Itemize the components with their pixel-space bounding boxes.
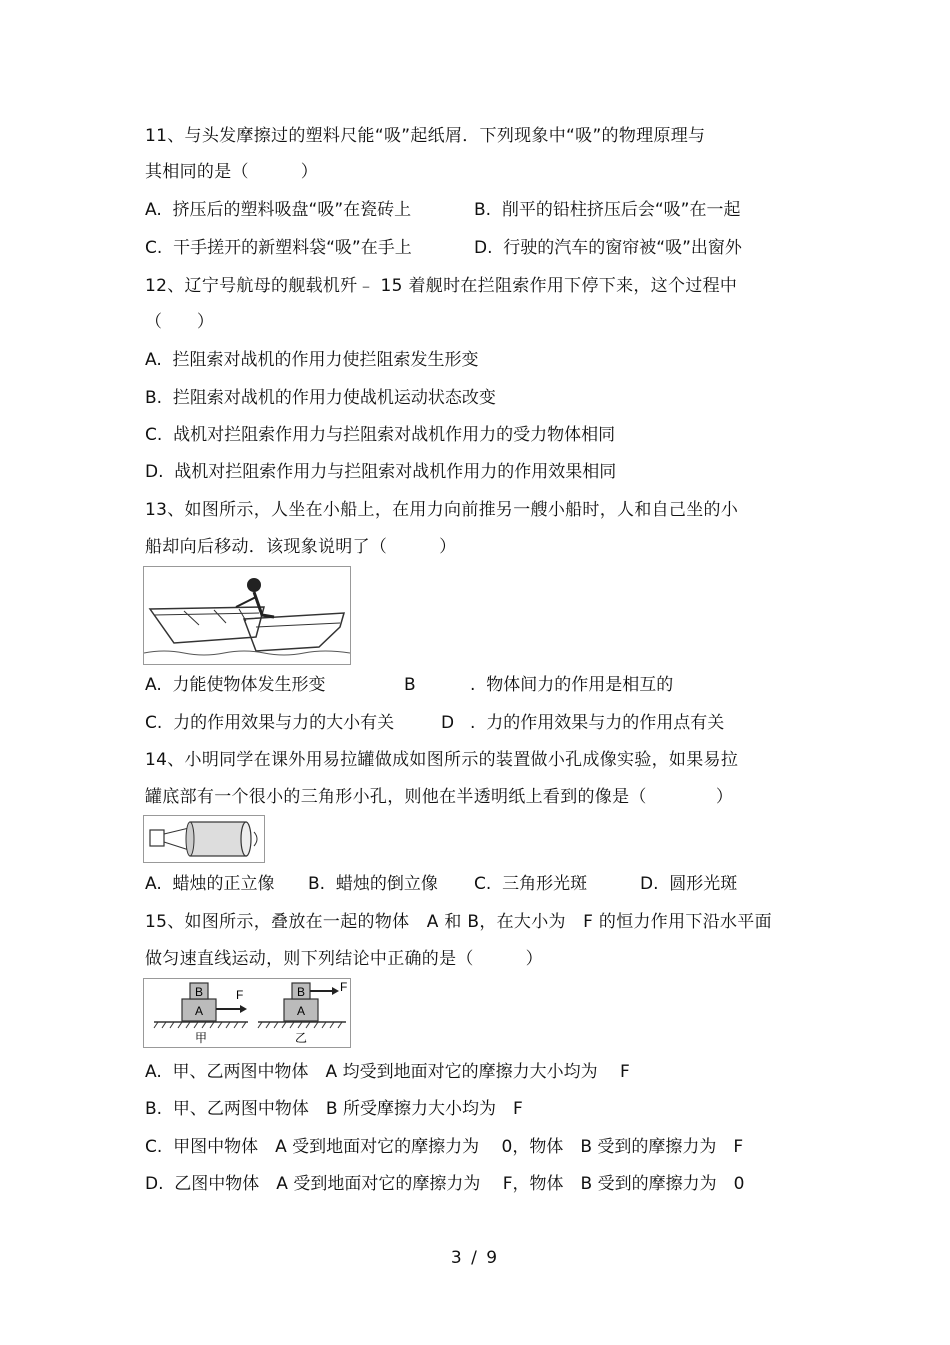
pinhole-can-illustration <box>144 816 264 862</box>
q13-option-d-letter: D <box>441 713 455 733</box>
q12-option-c: C. 战机对拦阻索作用力与拦阻索对战机作用力的受力物体相同 <box>145 425 616 445</box>
q12-option-d: D. 战机对拦阻索作用力与拦阻索对战机作用力的作用效果相同 <box>145 462 617 482</box>
q11-option-d: D. 行驶的汽车的窗帘被“吸”出窗外 <box>474 238 742 258</box>
q14-stem-line1: 14、小明同学在课外用易拉罐做成如图所示的装置做小孔成像实验，如果易拉 <box>145 750 739 770</box>
q11-stem-line1: 11、与头发摩擦过的塑料尺能“吸”起纸屑．下列现象中“吸”的物理原理与 <box>145 126 706 146</box>
q13-option-c: C. 力的作用效果与力的大小有关 <box>145 713 395 733</box>
q15-option-c: C. 甲图中物体 A 受到地面对它的摩擦力为 0，物体 B 受到的摩擦力为 F <box>145 1137 744 1157</box>
q12-stem-line1: 12、辽宁号航母的舰载机歼﹣ 15 着舰时在拦阻索作用下停下来，这个过程中 <box>145 276 738 296</box>
q14-option-d: D. 圆形光斑 <box>640 874 738 894</box>
q15-option-d: D. 乙图中物体 A 受到地面对它的摩擦力为 F，物体 B 受到的摩擦力为 0 <box>145 1174 745 1194</box>
q12-option-b: B. 拦阻索对战机的作用力使战机运动状态改变 <box>145 388 496 408</box>
q13-option-a: A. 力能使物体发生形变 <box>145 675 326 695</box>
boat-illustration <box>144 567 350 664</box>
blocks-illustration <box>144 979 350 1047</box>
boat-figure <box>143 566 351 665</box>
page-number: 3 / 9 <box>450 1248 500 1268</box>
can-figure <box>143 815 265 863</box>
q11-option-b: B. 削平的铅柱挤压后会“吸”在一起 <box>474 200 741 220</box>
block-a-label-left: A <box>194 1004 204 1018</box>
blocks-figure <box>143 978 351 1048</box>
block-b-label-right: B <box>296 985 306 999</box>
force-f-label-right: F <box>340 980 348 994</box>
q11-option-a: A. 挤压后的塑料吸盘“吸”在瓷砖上 <box>145 200 412 220</box>
q15-option-a: A. 甲、乙两图中物体 A 均受到地面对它的摩擦力大小均为 F <box>145 1062 630 1082</box>
q12-option-a: A. 拦阻索对战机的作用力使拦阻索发生形变 <box>145 350 479 370</box>
caption-jia: 甲 <box>194 1031 208 1045</box>
q15-stem-line2: 做匀速直线运动，则下列结论中正确的是（ ） <box>145 949 543 969</box>
q13-stem-line1: 13、如图所示，人坐在小船上，在用力向前推另一艘小船时，人和自己坐的小 <box>145 500 739 520</box>
block-b-label-left: B <box>194 985 204 999</box>
block-a-label-right: A <box>296 1004 306 1018</box>
q14-option-b: B. 蜡烛的倒立像 <box>308 874 438 894</box>
q11-stem-line2: 其相同的是（ ） <box>145 162 318 182</box>
q15-stem-line1: 15、如图所示，叠放在一起的物体 A 和 B，在大小为 F 的恒力作用下沿水平面 <box>145 912 772 932</box>
q12-stem-line2: （ ） <box>145 312 215 332</box>
q13-stem-line2: 船却向后移动．该现象说明了（ ） <box>145 537 457 557</box>
caption-yi: 乙 <box>294 1031 308 1045</box>
q13-option-b-letter: B <box>404 675 416 695</box>
force-f-label-left: F <box>236 988 244 1002</box>
q15-option-b: B. 甲、乙两图中物体 B 所受摩擦力大小均为 F <box>145 1099 523 1119</box>
q13-option-d: . 力的作用效果与力的作用点有关 <box>470 713 725 733</box>
q14-stem-line2: 罐底部有一个很小的三角形小孔，则他在半透明纸上看到的像是（ ） <box>145 787 734 807</box>
q14-option-c: C. 三角形光斑 <box>474 874 588 894</box>
q13-option-b: . 物体间力的作用是相互的 <box>470 675 674 695</box>
q11-option-c: C. 干手搓开的新塑料袋“吸”在手上 <box>145 238 412 258</box>
q14-option-a: A. 蜡烛的正立像 <box>145 874 275 894</box>
